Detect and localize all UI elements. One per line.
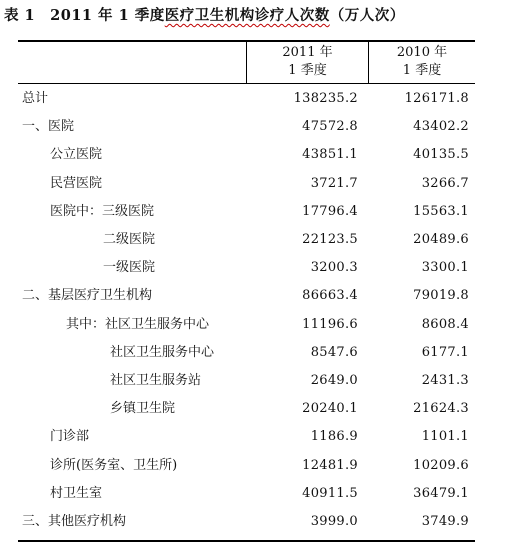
value-2010: 43402.2: [413, 119, 469, 135]
column-header-line: 1 季度: [288, 63, 327, 78]
table-row: [18, 340, 475, 366]
table-row: [18, 283, 475, 309]
value-2011: 40911.5: [302, 485, 358, 501]
table-row: [18, 396, 475, 422]
row-label: 一级医院: [103, 260, 156, 276]
table-row: [18, 86, 475, 112]
table-row: [18, 142, 475, 168]
row-label: 一、医院: [22, 119, 75, 135]
row-label: 三、其他医疗机构: [22, 514, 127, 529]
column-header-2011: [247, 44, 368, 82]
title-prefix: 表 1 2011 年 1 季度: [4, 7, 165, 24]
value-2011: 86663.4: [302, 288, 358, 304]
value-2010: 36479.1: [413, 485, 469, 501]
value-2011: 12481.9: [302, 457, 358, 473]
value-2010: 126171.8: [404, 91, 469, 106]
row-label: 村卫生室: [50, 485, 103, 501]
column-header-line: 2010 年: [396, 45, 448, 60]
row-label: 总计: [22, 91, 49, 106]
value-2010: 2431.3: [421, 373, 469, 388]
column-header-2010: [369, 44, 475, 82]
row-label: 公立医院: [50, 147, 103, 163]
table-row: [18, 312, 475, 338]
table-row: [18, 255, 475, 281]
value-2011: 47572.8: [302, 119, 358, 135]
value-2010: 8608.4: [421, 316, 469, 332]
column-header-line: 2011 年: [282, 45, 333, 60]
row-label: 门诊部: [50, 429, 90, 445]
column-header-line: 1 季度: [402, 63, 442, 78]
value-2010: 1101.1: [421, 429, 469, 445]
value-2010: 79019.8: [413, 288, 469, 304]
table-title: [4, 4, 504, 25]
value-2010: 40135.5: [413, 147, 469, 163]
value-2010: 3300.1: [421, 260, 469, 276]
value-2011: 17796.4: [302, 203, 358, 219]
table-row: [18, 509, 475, 535]
table-row: [18, 368, 475, 394]
value-2011: 20240.1: [302, 401, 358, 417]
row-label: 医院中：三级医院: [50, 203, 155, 219]
value-2011: 3721.7: [310, 175, 358, 191]
title-unit: （万人次）: [329, 7, 405, 24]
value-2011: 22123.5: [302, 232, 358, 247]
value-2011: 3999.0: [310, 514, 358, 529]
table-row: [18, 199, 475, 225]
value-2011: 1186.9: [310, 429, 358, 445]
value-2011: 2649.0: [310, 373, 358, 388]
value-2011: 3200.3: [310, 260, 358, 276]
row-label: 诊所(医务室、卫生所): [50, 457, 178, 473]
row-label: 社区卫生服务站: [110, 373, 202, 388]
table-row: [18, 227, 475, 253]
value-2011: 43851.1: [302, 147, 358, 163]
table-row: [18, 114, 475, 140]
value-2011: 138235.2: [293, 91, 358, 106]
title-subject: 医疗卫生机构诊疗人次数: [164, 7, 330, 24]
value-2010: 10209.6: [413, 457, 469, 473]
row-label: 二级医院: [103, 232, 156, 247]
value-2011: 8547.6: [310, 344, 358, 360]
table-row: [18, 453, 475, 479]
row-label: 民营医院: [50, 175, 103, 191]
value-2010: 15563.1: [413, 203, 469, 219]
row-label: 乡镇卫生院: [110, 401, 176, 417]
row-label: 社区卫生服务中心: [110, 344, 215, 360]
table-row: [18, 424, 475, 450]
value-2010: 3266.7: [421, 175, 469, 191]
row-label: 二、基层医疗卫生机构: [22, 288, 153, 304]
row-label: 其中：社区卫生服务中心: [66, 316, 210, 332]
value-2010: 20489.6: [413, 232, 469, 247]
value-2010: 6177.1: [421, 344, 469, 360]
value-2010: 21624.3: [413, 401, 469, 417]
table-bottom-rule: [18, 540, 475, 542]
value-2010: 3749.9: [421, 514, 469, 529]
table-row: [18, 481, 475, 507]
table-row: [18, 171, 475, 197]
value-2011: 11196.6: [302, 316, 358, 332]
